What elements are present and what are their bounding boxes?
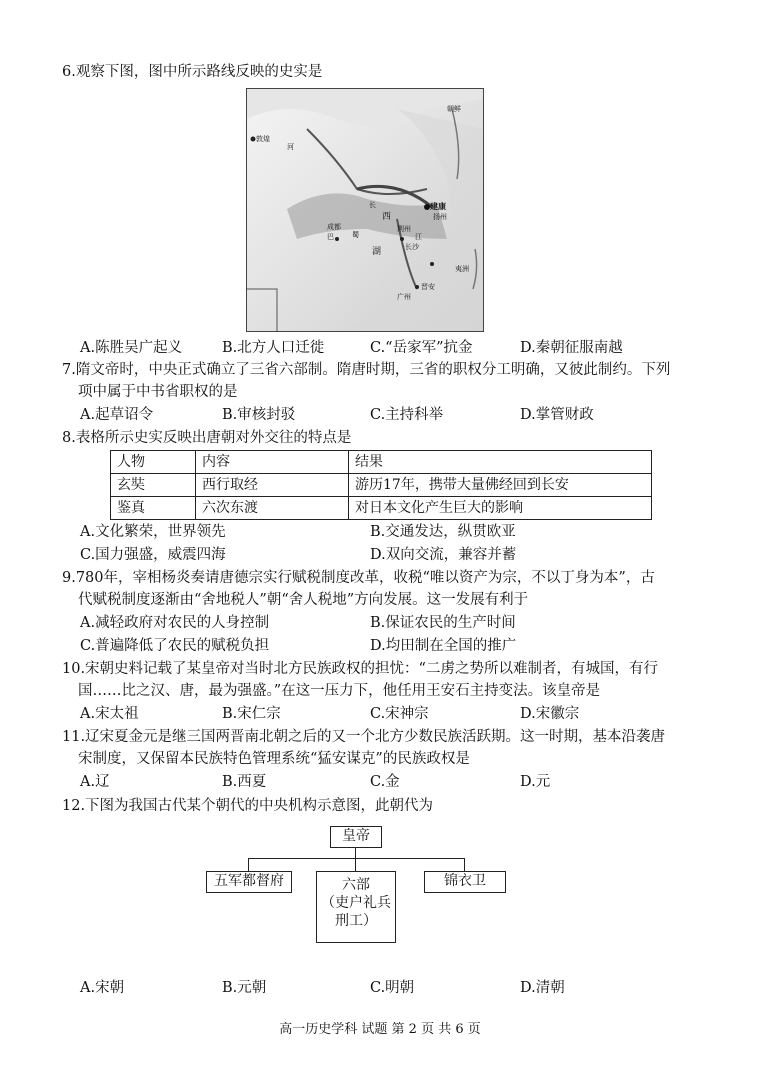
q6-option-d[interactable]: D.秦朝征服南越 bbox=[520, 340, 623, 356]
q11-option-c[interactable]: C.金 bbox=[370, 774, 400, 790]
q9-option-c[interactable]: C.普遍降低了农民的赋税负担 bbox=[80, 638, 270, 654]
q11-option-b[interactable]: B.西夏 bbox=[222, 774, 267, 790]
map-label: 江 bbox=[415, 233, 422, 241]
map-label: 敦煌 bbox=[256, 135, 270, 143]
connector bbox=[355, 858, 356, 871]
q7-option-d[interactable]: D.掌管财政 bbox=[520, 407, 594, 423]
map-label: 建康 bbox=[430, 202, 446, 211]
q9-stem-line-2: 代赋税制度逐渐由“舍地税人”朝“舍人税地”方向发展。这一发展有利于 bbox=[78, 592, 529, 608]
table-cell: 西行取经 bbox=[196, 474, 349, 497]
q12-option-d[interactable]: D.清朝 bbox=[520, 980, 565, 996]
connector bbox=[248, 858, 464, 859]
connector bbox=[355, 847, 356, 858]
q10-option-d[interactable]: D.宋徽宗 bbox=[520, 706, 580, 722]
q12-option-a[interactable]: A.宋朝 bbox=[80, 980, 125, 996]
map-label: 蜀 bbox=[352, 231, 359, 239]
q9-option-a[interactable]: A.减轻政府对农民的人身控制 bbox=[80, 615, 270, 631]
q10-option-b[interactable]: B.宋仁宗 bbox=[222, 706, 281, 722]
map-label: 扬州 bbox=[433, 213, 447, 221]
q11-option-a[interactable]: A.辽 bbox=[80, 774, 110, 790]
q12-stem: 12.下图为我国古代某个朝代的中央机构示意图，此朝代为 bbox=[62, 798, 434, 814]
map-label: 湖 bbox=[372, 247, 382, 257]
page-footer: 高一历史学科 试题 第 2 页 共 6 页 bbox=[279, 1022, 481, 1037]
map-label: 朝鲜 bbox=[447, 105, 461, 113]
map-label: 夷洲 bbox=[455, 265, 469, 273]
node-imperial-guard: 锦衣卫 bbox=[424, 871, 506, 893]
map-label: 巴 bbox=[327, 233, 334, 241]
q7-stem-line-2: 项中属于中书省职权的是 bbox=[78, 384, 238, 400]
map-label: 河 bbox=[287, 143, 294, 151]
map-label: 长 bbox=[369, 201, 376, 209]
q8-stem: 8.表格所示史实反映出唐朝对外交往的特点是 bbox=[62, 430, 352, 446]
node-text: 六部 bbox=[342, 877, 370, 893]
map-label: 广州 bbox=[397, 293, 411, 301]
q10-option-a[interactable]: A.宋太祖 bbox=[80, 706, 139, 722]
node-text: （吏户礼兵 bbox=[321, 895, 391, 911]
q10-stem-line-2: 国……比之汉、唐，最为强盛。”在这一压力下，他任用王安石主持变法。该皇帝是 bbox=[78, 683, 601, 699]
map-illustration bbox=[247, 89, 483, 331]
q11-option-d[interactable]: D.元 bbox=[520, 774, 551, 790]
q7-stem-line-1: 7.隋文帝时，中央正式确立了三省六部制。隋唐时期，三省的职权分工明确，又彼此制约。下列 bbox=[62, 362, 671, 378]
q8-option-b[interactable]: B.交通发达，纵贯欧亚 bbox=[370, 524, 516, 540]
q8-option-c[interactable]: C.国力强盛，威震四海 bbox=[80, 547, 226, 563]
map-label: 成都 bbox=[327, 223, 341, 231]
q9-option-d[interactable]: D.均田制在全国的推广 bbox=[370, 638, 517, 654]
table-header-cell: 内容 bbox=[196, 451, 349, 474]
map-label: 荆州 bbox=[397, 225, 411, 233]
q11-stem-line-1: 11.辽宋夏金元是继三国两晋南北朝之后的又一个北方少数民族活跃期。这一时期，基本沿袭唐 bbox=[62, 729, 666, 745]
q12-option-c[interactable]: C.明朝 bbox=[370, 980, 415, 996]
q12-option-b[interactable]: B.元朝 bbox=[222, 980, 267, 996]
table-cell: 玄奘 bbox=[111, 474, 196, 497]
q7-option-b[interactable]: B.审核封驳 bbox=[222, 407, 296, 423]
table-header-cell: 结果 bbox=[349, 451, 652, 474]
q6-option-b[interactable]: B.北方人口迁徙 bbox=[222, 340, 325, 356]
table-cell: 六次东渡 bbox=[196, 497, 349, 520]
q6-option-a[interactable]: A.陈胜吴广起义 bbox=[80, 340, 183, 356]
table-header-cell: 人物 bbox=[111, 451, 196, 474]
q7-option-c[interactable]: C.主持科举 bbox=[370, 407, 444, 423]
connector bbox=[248, 858, 249, 871]
q8-option-d[interactable]: D.双向交流，兼容并蓄 bbox=[370, 547, 517, 563]
map-label: 长沙 bbox=[405, 243, 419, 251]
q10-option-c[interactable]: C.宋神宗 bbox=[370, 706, 429, 722]
map-label: 西 bbox=[382, 212, 392, 222]
q9-option-b[interactable]: B.保证农民的生产时间 bbox=[370, 615, 516, 631]
node-military-commission: 五军都督府 bbox=[206, 871, 292, 893]
q6-map bbox=[246, 88, 484, 332]
node-six-ministries bbox=[316, 871, 396, 943]
table-row bbox=[111, 497, 652, 520]
table-cell: 对日本文化产生巨大的影响 bbox=[349, 497, 652, 520]
table-cell: 鉴真 bbox=[111, 497, 196, 520]
table-cell: 游历17年，携带大量佛经回到长安 bbox=[349, 474, 652, 497]
node-text: 刑工） bbox=[335, 913, 377, 929]
map-label: 晋安 bbox=[421, 283, 435, 291]
q10-stem-line-1: 10.宋朝史料记载了某皇帝对当时北方民族政权的担忧：“二虏之势所以难制者，有城国，有行 bbox=[62, 661, 658, 677]
q7-option-a[interactable]: A.起草诏令 bbox=[80, 407, 154, 423]
table-row bbox=[111, 474, 652, 497]
table-header-row bbox=[111, 451, 652, 474]
q8-table bbox=[110, 450, 652, 520]
node-emperor: 皇帝 bbox=[330, 826, 382, 848]
q6-stem: 6.观察下图，图中所示路线反映的史实是 bbox=[62, 64, 323, 80]
q11-stem-line-2: 宋制度，又保留本民族特色管理系统“猛安谋克”的民族政权是 bbox=[78, 751, 470, 767]
connector bbox=[464, 858, 465, 871]
q9-stem-line-1: 9.780年，宰相杨炎奏请唐德宗实行赋税制度改革，收税“唯以资产为宗，不以丁身为本”，古 bbox=[62, 570, 655, 586]
q8-option-a[interactable]: A.文化繁荣，世界领先 bbox=[80, 524, 226, 540]
q6-option-c[interactable]: C.“岳家军”抗金 bbox=[370, 340, 473, 356]
